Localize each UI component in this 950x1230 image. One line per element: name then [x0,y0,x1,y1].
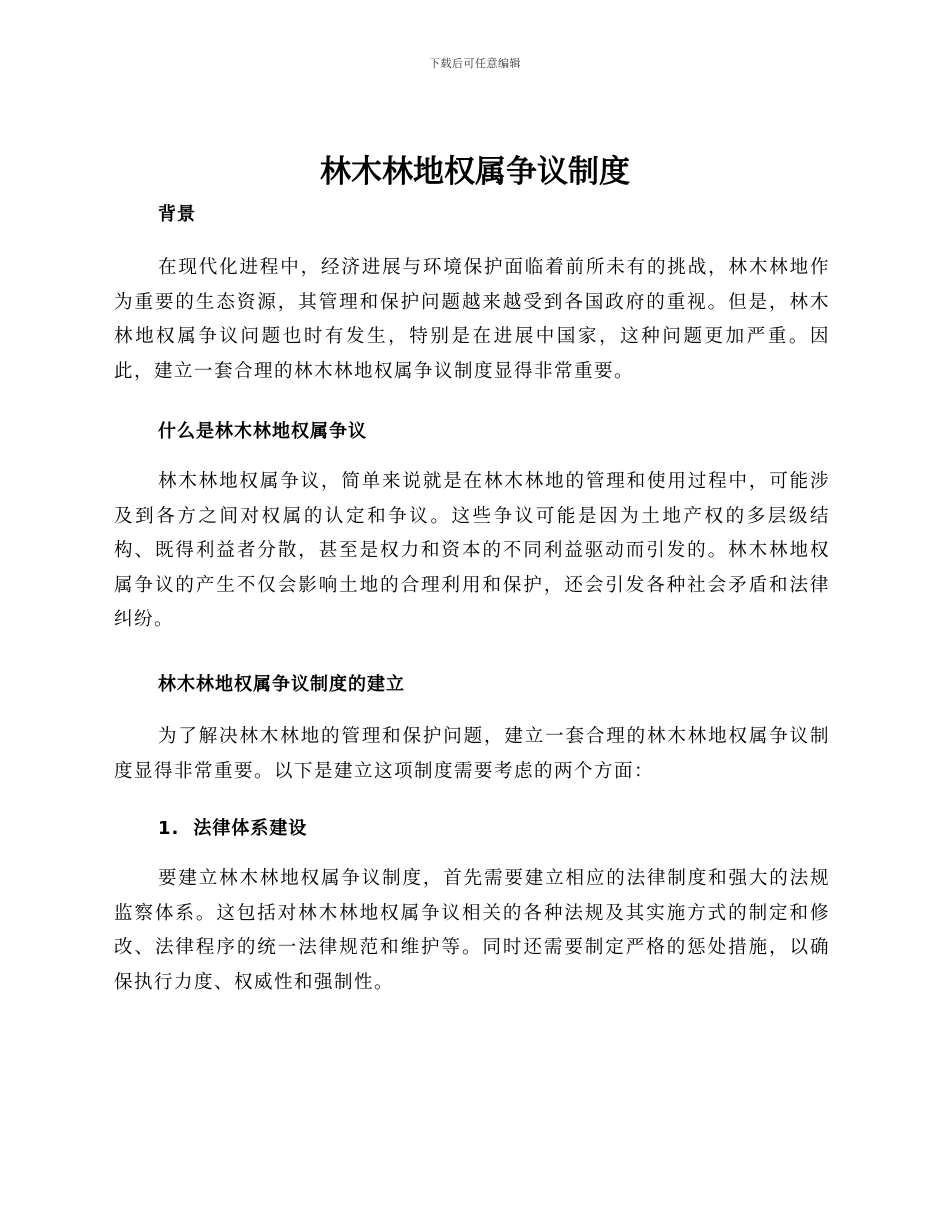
section-heading-establishment: 林木林地权属争议制度的建立 [158,674,405,695]
heading-text: 法律体系建设 [193,818,308,839]
section-heading-definition: 什么是林木林地权属争议 [158,421,367,442]
section-paragraph-legal-system: 要建立林木林地权属争议制度，首先需要建立相应的法律制度和强大的法规监察体系。这包括对林木林地权属争议相关的各种法规及其实施方式的制定和修改、法律程序的统一法律规范和维护等。同时还需要制定严格的惩处措施，以确保执行力度、权威性和强制性。 [114,868,830,993]
header-note: 下载后可任意编辑 [429,57,521,70]
section-paragraph-background: 在现代化进程中，经济进展与环境保护面临着前所未有的挑战，林木林地作为重要的生态资源，其管理和保护问题越来越受到各国政府的重视。但是，林木林地权属争议问题也时有发生，特别是在进展中国家，这种问题更加严重。因此，建立一套合理的林木林地权属争议制度显得非常重要。 [114,257,830,382]
section-paragraph-establishment: 为了解决林木林地的管理和保护问题，建立一套合理的林木林地权属争议制度显得非常重要。以下是建立这项制度需要考虑的两个方面： [114,726,830,782]
numbered-heading-legal-system [158,817,307,841]
section-paragraph-definition: 林木林地权属争议，简单来说就是在林木林地的管理和使用过程中，可能涉及到各方之间对权属的认定和争议。这些争议可能是因为土地产权的多层级结构、既得利益者分散，甚至是权力和资本的不同利益驱动而引发的。林木林地权属争议的产生不仅会影响土地的合理利用和保护，还会引发各种社会矛盾和法律纠纷。 [114,471,830,630]
heading-number: 1. [158,818,180,839]
document-title: 林木林地权属争议制度 [320,154,630,190]
section-heading-background: 背景 [158,204,196,225]
